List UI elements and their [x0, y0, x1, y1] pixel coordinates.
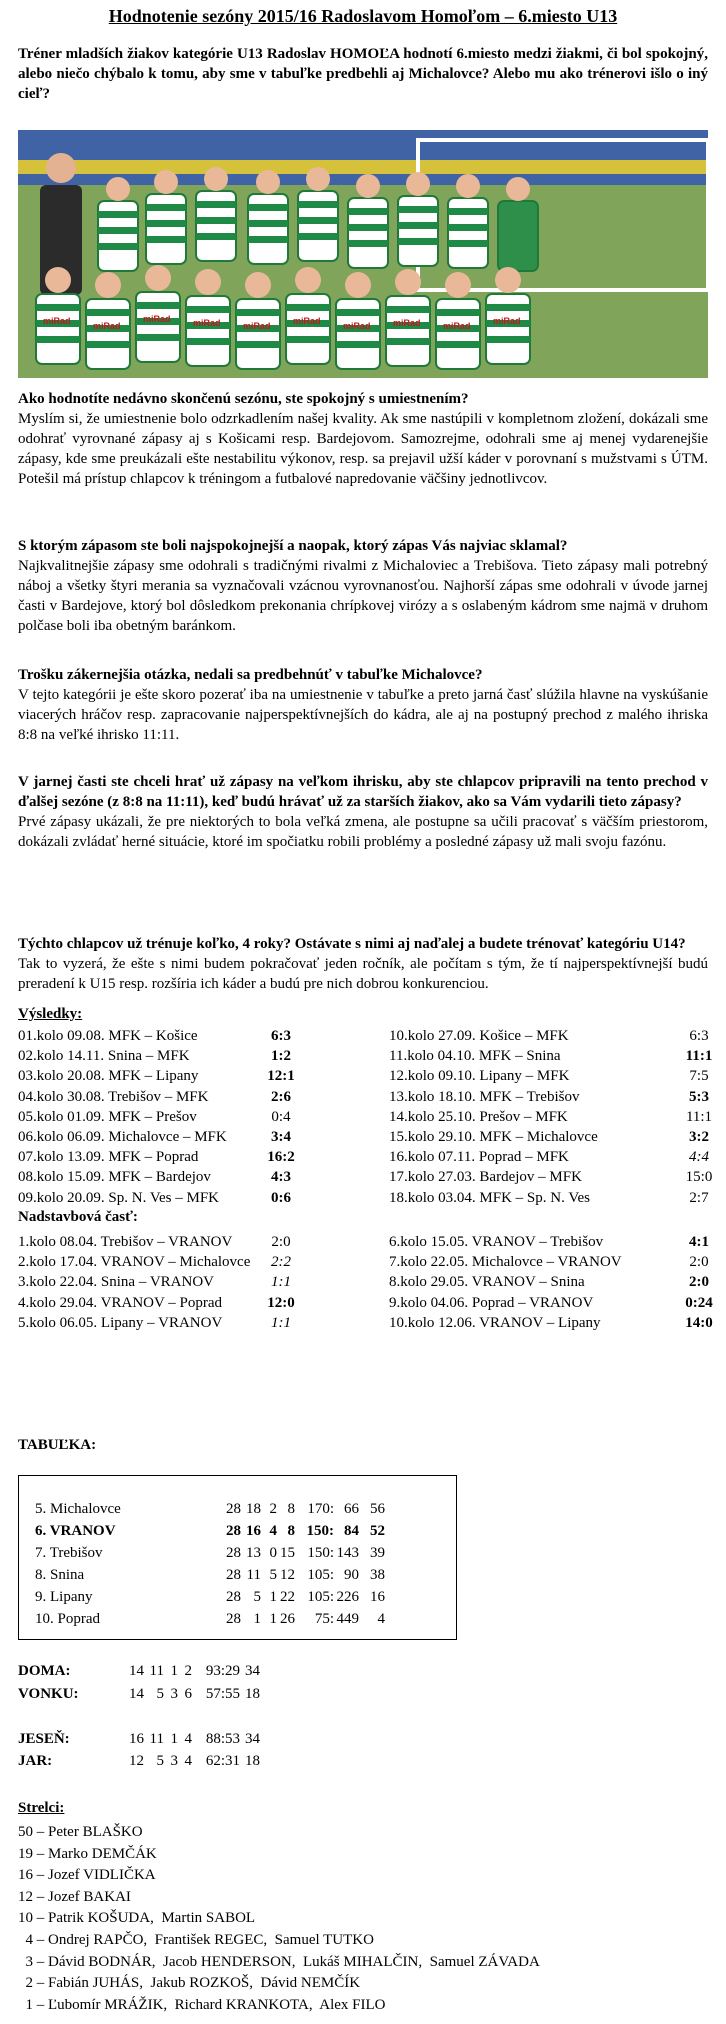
match-score: 14:0 — [685, 1314, 713, 1331]
stat-cell: 2 — [184, 1663, 192, 1679]
standings-cell: 150: — [307, 1545, 334, 1561]
shirt-sponsor: miRad — [493, 316, 521, 326]
qa-block — [18, 665, 708, 745]
standings-cell: 66 — [344, 1501, 359, 1517]
shirt-sponsor: miRad — [93, 321, 121, 331]
match-score: 1:1 — [271, 1314, 291, 1331]
standings-cell: 39 — [370, 1545, 385, 1561]
shirt-sponsor: miRad — [393, 318, 421, 328]
standings-cell: 28 — [226, 1611, 241, 1627]
match-score: 2:0 — [689, 1274, 709, 1291]
match-label: 16.kolo 07.11. Poprad – MFK — [389, 1149, 569, 1166]
question: Týchto chlapcov už trénuje koľko, 4 roky? Ostávate s nimi aj naďalej a budete trénovať kategóriu U14? — [18, 936, 686, 952]
qa-block — [18, 389, 708, 489]
results-extra — [18, 1232, 713, 1342]
scorer-row: 19 – Marko DEMČÁK — [18, 1845, 157, 1862]
player-head — [306, 167, 330, 191]
player-head — [95, 272, 121, 298]
standings-cell: 16 — [370, 1589, 385, 1605]
player-head — [495, 267, 521, 293]
standings-cell: 12 — [280, 1567, 295, 1583]
standings-cell: 26 — [280, 1611, 295, 1627]
match-label: 9.kolo 04.06. Poprad – VRANOV — [389, 1294, 594, 1311]
match-label: 14.kolo 25.10. Prešov – MFK — [389, 1108, 568, 1125]
shirt-sponsor: miRad — [193, 318, 221, 328]
standings-cell: 90 — [344, 1567, 359, 1583]
match-score: 11:1 — [685, 1108, 713, 1125]
shirt-stripe — [448, 224, 488, 231]
match-score: 16:2 — [267, 1149, 295, 1166]
table-heading: TABUĽKA: — [18, 1437, 97, 1453]
answer: V tejto kategórii je ešte skoro pozerať iba na umiestnenie v tabuľke a preto jarná časť slúžila hlavne na vyskúšanie viacerých hráčov resp. zapracovanie najperspektívnejších do kádra, ale aj na postupný prechod z malého ihriska 8:8 na veľké ihrisko 11:11. — [18, 687, 708, 743]
stat-label: JAR: — [18, 1753, 53, 1769]
match-score: 6:3 — [271, 1028, 291, 1044]
match-label: 06.kolo 06.09. Michalovce – MFK — [18, 1128, 227, 1145]
match-score: 4:3 — [271, 1169, 291, 1186]
match-label: 7.kolo 22.05. Michalovce – VRANOV — [389, 1254, 622, 1271]
team-name: 7. Trebišov — [35, 1545, 103, 1561]
question: S ktorým zápasom ste boli najspokojnejší a naopak, ktorý zápas Vás najviac sklamal? — [18, 538, 568, 554]
player-head — [154, 170, 178, 194]
stat-cell: 6 — [184, 1686, 192, 1702]
match-label: 18.kolo 03.04. MFK – Sp. N. Ves — [389, 1189, 590, 1206]
scorer-row: 16 – Jozef VIDLIČKA — [18, 1867, 156, 1884]
match-score: 0:24 — [685, 1294, 713, 1311]
player-head — [204, 167, 228, 191]
intro-paragraph: Tréner mladších žiakov kategórie U13 Radoslav HOMOĽA hodnotí 6.miesto medzi žiakmi, či bol spokojný, alebo niečo chýbalo k tomu, aby sme v tabuľke predbehli aj Michalovce? Alebo mu ako trénerovi išlo o iný cieľ? — [18, 46, 708, 102]
team-name: 5. Michalovce — [35, 1501, 121, 1517]
shirt-stripe — [98, 227, 138, 234]
scorer-row: 3 – Dávid BODNÁR, Jacob HENDERSON, Lukáš MIHALČIN, Samuel ZÁVADA — [18, 1953, 540, 1970]
shirt-stripe — [486, 304, 530, 311]
match-label: 01.kolo 09.08. MFK – Košice — [18, 1028, 198, 1044]
player-head — [445, 272, 471, 298]
shirt-stripe — [146, 220, 186, 227]
standings-cell: 226 — [336, 1589, 359, 1605]
match-label: 08.kolo 15.09. MFK – Bardejov — [18, 1169, 211, 1186]
shirt-stripe — [298, 233, 338, 240]
match-label: 1.kolo 08.04. Trebišov – VRANOV — [18, 1234, 233, 1250]
player-shirt — [498, 201, 538, 271]
match-score: 2:6 — [271, 1088, 291, 1105]
match-score: 5:3 — [689, 1088, 709, 1105]
standings-cell: 4 — [377, 1611, 385, 1627]
standings-cell: 28 — [226, 1567, 241, 1583]
standings-cell: 105: — [307, 1589, 334, 1605]
player-head — [456, 174, 480, 198]
shirt-stripe — [186, 338, 230, 345]
standings-table — [18, 1475, 457, 1640]
standings-cell: 28 — [226, 1589, 241, 1605]
standings-cell: 11 — [246, 1567, 261, 1583]
stat-label: JESEŇ: — [18, 1731, 70, 1747]
match-label: 07.kolo 13.09. MFK – Poprad — [18, 1149, 199, 1166]
stat-cell: 1 — [170, 1663, 178, 1679]
answer: Prvé zápasy ukázali, že pre niektorých to bola veľká zmena, ale postupne sa učili pracovať s väčším priestorom, dokázali zvládať herné situácie, ktoré im spočiatku robili problémy a posledné zápasy už mali svoju fazónu. — [18, 814, 708, 850]
player-head — [145, 265, 171, 291]
shirt-stripe — [398, 222, 438, 229]
match-score: 2:0 — [689, 1254, 709, 1271]
shirt-sponsor: miRad — [343, 321, 371, 331]
match-label: 2.kolo 17.04. VRANOV – Michalovce — [18, 1254, 251, 1271]
standings-cell: 1 — [253, 1611, 261, 1627]
qa-block — [18, 934, 708, 994]
player-head — [345, 272, 371, 298]
shirt-stripe — [448, 208, 488, 215]
shirt-stripe — [448, 240, 488, 247]
match-score: 1:1 — [271, 1274, 291, 1291]
shirt-sponsor: miRad — [293, 316, 321, 326]
player-head — [245, 272, 271, 298]
match-score: 11:1 — [685, 1048, 713, 1065]
shirt-stripe — [146, 204, 186, 211]
shirt-stripe — [298, 217, 338, 224]
match-label: 17.kolo 27.03. Bardejov – MFK — [389, 1169, 582, 1186]
shirt-sponsor: miRad — [143, 314, 171, 324]
standings-cell: 1 — [269, 1611, 277, 1627]
stat-cell: 12 — [129, 1753, 144, 1769]
shirt-stripe — [86, 309, 130, 316]
stat-cell: 16 — [129, 1731, 144, 1747]
team-name: 10. Poprad — [35, 1611, 100, 1627]
match-label: 15.kolo 29.10. MFK – Michalovce — [389, 1128, 598, 1145]
shirt-stripe — [398, 238, 438, 245]
qa-block — [18, 536, 708, 636]
shirt-stripe — [136, 302, 180, 309]
standings-cell: 84 — [344, 1523, 359, 1539]
shirt-stripe — [248, 220, 288, 227]
player-head — [106, 177, 130, 201]
match-score: 7:5 — [689, 1068, 709, 1085]
match-label: 02.kolo 14.11. Snina – MFK — [18, 1048, 190, 1065]
shirt-stripe — [336, 309, 380, 316]
match-score: 12:0 — [267, 1294, 295, 1311]
shirt-sponsor: miRad — [43, 316, 71, 326]
match-label: 13.kolo 18.10. MFK – Trebišov — [389, 1088, 580, 1105]
match-score: 3:4 — [271, 1128, 291, 1145]
answer: Najkvalitnejšie zápasy sme odohrali s tradičnými rivalmi z Michaloviec a Trebišova. Tieto zápasy mali potrebný náboj a všetky štyri merania sa vyznačovali vzácnou vyrovnanosťou. Najhorší zápas sme odohrali v úvode jarnej časti v Bardejove, ktorý bol dôsledkom prekonania chrípkovej virózy a s oslabeným kádrom sme najmä v druhom polčase boli iba obetným baránkom. — [18, 558, 708, 634]
standings-cell: 5 — [269, 1567, 277, 1583]
standings-cell: 8 — [287, 1501, 295, 1517]
answer: Tak to vyzerá, že ešte s nimi budem pokračovať jeden ročník, ale počítam s tým, že tí najperspektívnejší budú preradení k U15 resp. rozšíria ich káder a budú pre nich dobrou konkurenciou. — [18, 956, 708, 992]
shirt-stripe — [248, 236, 288, 243]
shirt-stripe — [286, 336, 330, 343]
match-label: 8.kolo 29.05. VRANOV – Snina — [389, 1274, 585, 1291]
scorer-row: 4 – Ondrej RAPČO, František REGEC, Samuel TUTKO — [18, 1932, 374, 1948]
results-regular — [18, 1026, 713, 1208]
standings-cell: 143 — [336, 1545, 359, 1561]
scorers-heading: Strelci: — [18, 1800, 65, 1816]
standings-cell: 18 — [246, 1501, 261, 1517]
shirt-stripe — [196, 217, 236, 224]
match-label: 10.kolo 12.06. VRANOV – Lipany — [389, 1314, 601, 1331]
shirt-stripe — [196, 233, 236, 240]
answer: Myslím si, že umiestnenie bolo odzrkadlením našej kvality. Ak sme nastúpili v kompletnom zložení, dokázali sme odohrať vyrovnané zápasy aj s Košicami resp. Bardejovom. Samozrejme, odohrali sme aj menej vydarenejšie zápasy, kde sme preukázali ešte nestabilitu výkonov, resp. sa prejavil užší káder v porovnaní s mužstvami s ÚTM. Potešil má prístup chlapcov k tréningom a futbalové napredovanie väčšiny jednotlivcov. — [18, 411, 708, 487]
shirt-stripe — [436, 309, 480, 316]
team-photo-illustration — [18, 130, 708, 378]
stat-cell: 57:55 — [205, 1686, 240, 1702]
stat-cell: 11 — [149, 1731, 164, 1747]
standings-cell: 28 — [226, 1545, 241, 1561]
question: Trošku zákernejšia otázka, nedali sa predbehnúť v tabuľke Michalovce? — [18, 667, 483, 683]
shirt-stripe — [98, 211, 138, 218]
shirt-stripe — [236, 309, 280, 316]
shirt-stripe — [248, 204, 288, 211]
shirt-stripe — [136, 334, 180, 341]
extra-heading: Nadstavbová časť: — [18, 1209, 138, 1225]
stat-cell: 4 — [184, 1731, 192, 1747]
match-score: 2:2 — [271, 1254, 291, 1271]
shirt-sponsor: miRad — [243, 321, 271, 331]
shirt-stripe — [386, 338, 430, 345]
qa-block — [18, 772, 708, 852]
player-head — [506, 177, 530, 201]
shirt-stripe — [398, 206, 438, 213]
standings-cell: 38 — [370, 1567, 385, 1583]
player-head — [256, 170, 280, 194]
shirt-stripe — [36, 304, 80, 311]
scorer-row: 10 – Patrik KOŠUDA, Martin SABOL — [18, 1910, 256, 1927]
match-score: 2:7 — [689, 1189, 709, 1206]
stat-cell: 34 — [245, 1663, 260, 1679]
standings-cell: 1 — [269, 1589, 277, 1605]
shirt-stripe — [348, 224, 388, 231]
shirt-stripe — [196, 201, 236, 208]
scorer-row: 1 – Ľubomír MRÁŽIK, Richard KRANKOTA, Alex FILO — [18, 1996, 386, 2013]
player-head — [406, 172, 430, 196]
shirt-stripe — [86, 341, 130, 348]
match-label: 12.kolo 09.10. Lipany – MFK — [389, 1068, 570, 1085]
stat-cell: 3 — [170, 1753, 178, 1769]
match-score: 6:3 — [689, 1028, 709, 1044]
shirt-stripe — [286, 304, 330, 311]
shirt-stripe — [186, 306, 230, 313]
shirt-stripe — [386, 306, 430, 313]
shirt-stripe — [98, 243, 138, 250]
standings-cell: 75: — [314, 1611, 334, 1627]
stat-cell: 3 — [170, 1686, 178, 1702]
match-score: 12:1 — [267, 1068, 295, 1085]
shirt-stripe — [436, 341, 480, 348]
player-head — [195, 269, 221, 295]
coach-head — [46, 153, 76, 183]
shirt-stripe — [348, 240, 388, 247]
shirt-stripe — [336, 341, 380, 348]
stat-cell: 5 — [156, 1753, 164, 1769]
standings-cell: 16 — [246, 1523, 261, 1539]
standings-cell: 22 — [280, 1589, 295, 1605]
match-score: 4:1 — [689, 1234, 709, 1250]
stat-cell: 4 — [184, 1753, 192, 1769]
player-head — [295, 267, 321, 293]
stat-cell: 88:53 — [205, 1731, 240, 1747]
match-label: 11.kolo 04.10. MFK – Snina — [389, 1048, 561, 1065]
standings-cell: 449 — [336, 1611, 359, 1627]
team-name: 6. VRANOV — [35, 1523, 116, 1539]
standings-cell: 170: — [307, 1501, 334, 1517]
player-head — [356, 174, 380, 198]
standings-cell: 13 — [246, 1545, 261, 1561]
standings-cell: 2 — [269, 1501, 277, 1517]
standings-cell: 105: — [307, 1567, 334, 1583]
shirt-stripe — [236, 341, 280, 348]
stat-cell: 34 — [245, 1731, 260, 1747]
article-title: Hodnotenie sezóny 2015/16 Radoslavom Homoľom – 6.miesto U13 — [108, 6, 618, 26]
match-label: 05.kolo 01.09. MFK – Prešov — [18, 1108, 197, 1125]
match-label: 5.kolo 06.05. Lipany – VRANOV — [18, 1314, 223, 1331]
question: Ako hodnotíte nedávno skončenú sezónu, ste spokojný s umiestnením? — [18, 391, 469, 407]
stat-cell: 14 — [129, 1686, 144, 1702]
shirt-stripe — [298, 201, 338, 208]
standings-cell: 28 — [226, 1523, 241, 1539]
match-score: 4:4 — [689, 1149, 709, 1166]
standings-cell: 150: — [306, 1523, 334, 1539]
stat-label: VONKU: — [18, 1686, 79, 1702]
shirt-sponsor: miRad — [443, 321, 471, 331]
shirt-stripe — [36, 336, 80, 343]
standings-cell: 56 — [370, 1501, 385, 1517]
shirt-stripe — [348, 208, 388, 215]
stat-cell: 14 — [129, 1663, 144, 1679]
stat-label: DOMA: — [18, 1663, 71, 1679]
standings-cell: 28 — [226, 1501, 241, 1517]
scorer-row: 50 – Peter BLAŠKO — [18, 1824, 143, 1840]
match-score: 2:0 — [271, 1234, 291, 1250]
standings-cell: 0 — [269, 1545, 277, 1561]
match-label: 4.kolo 29.04. VRANOV – Poprad — [18, 1294, 223, 1311]
team-photo — [18, 130, 708, 378]
results-heading: Výsledky: — [18, 1006, 83, 1022]
match-score: 0:4 — [271, 1108, 291, 1125]
stat-cell: 5 — [156, 1686, 164, 1702]
match-label: 6.kolo 15.05. VRANOV – Trebišov — [389, 1234, 604, 1250]
match-label: 10.kolo 27.09. Košice – MFK — [389, 1028, 569, 1044]
stat-cell: 18 — [245, 1753, 260, 1769]
player-head — [395, 269, 421, 295]
match-score: 1:2 — [271, 1048, 291, 1065]
match-score: 0:6 — [271, 1189, 291, 1206]
match-label: 09.kolo 20.09. Sp. N. Ves – MFK — [18, 1189, 219, 1206]
team-name: 9. Lipany — [35, 1589, 93, 1605]
match-label: 03.kolo 20.08. MFK – Lipany — [18, 1068, 199, 1085]
stat-cell: 1 — [170, 1731, 178, 1747]
scorer-row: 12 – Jozef BAKAI — [18, 1888, 131, 1905]
match-label: 3.kolo 22.04. Snina – VRANOV — [18, 1274, 214, 1291]
standings-cell: 8 — [287, 1523, 295, 1539]
stat-cell: 11 — [149, 1663, 164, 1679]
standings-cell: 5 — [253, 1589, 261, 1605]
match-label: 04.kolo 30.08. Trebišov – MFK — [18, 1088, 209, 1105]
match-score: 15:0 — [685, 1169, 713, 1186]
match-score: 3:2 — [689, 1128, 709, 1145]
shirt-stripe — [146, 236, 186, 243]
question: V jarnej časti ste chceli hrať už zápasy na veľkom ihrisku, aby ste chlapcov pripravili na tento prechod v ďalšej sezóne (z 8:8 na 11:11), keď budú hrávať už za starších žiakov, ako sa Vám vydarili tieto zápasy? — [18, 774, 708, 810]
player-head — [45, 267, 71, 293]
team-name: 8. Snina — [35, 1567, 85, 1583]
standings-cell: 4 — [269, 1523, 277, 1539]
stat-cell: 18 — [245, 1686, 260, 1702]
stat-cell: 93:29 — [205, 1663, 240, 1679]
standings-cell: 15 — [280, 1545, 295, 1561]
stat-cell: 62:31 — [205, 1753, 240, 1769]
scorer-row: 2 – Fabián JUHÁS, Jakub ROZKOŠ, Dávid NEMČÍK — [18, 1975, 361, 1992]
shirt-stripe — [486, 336, 530, 343]
standings-cell: 52 — [370, 1523, 385, 1539]
